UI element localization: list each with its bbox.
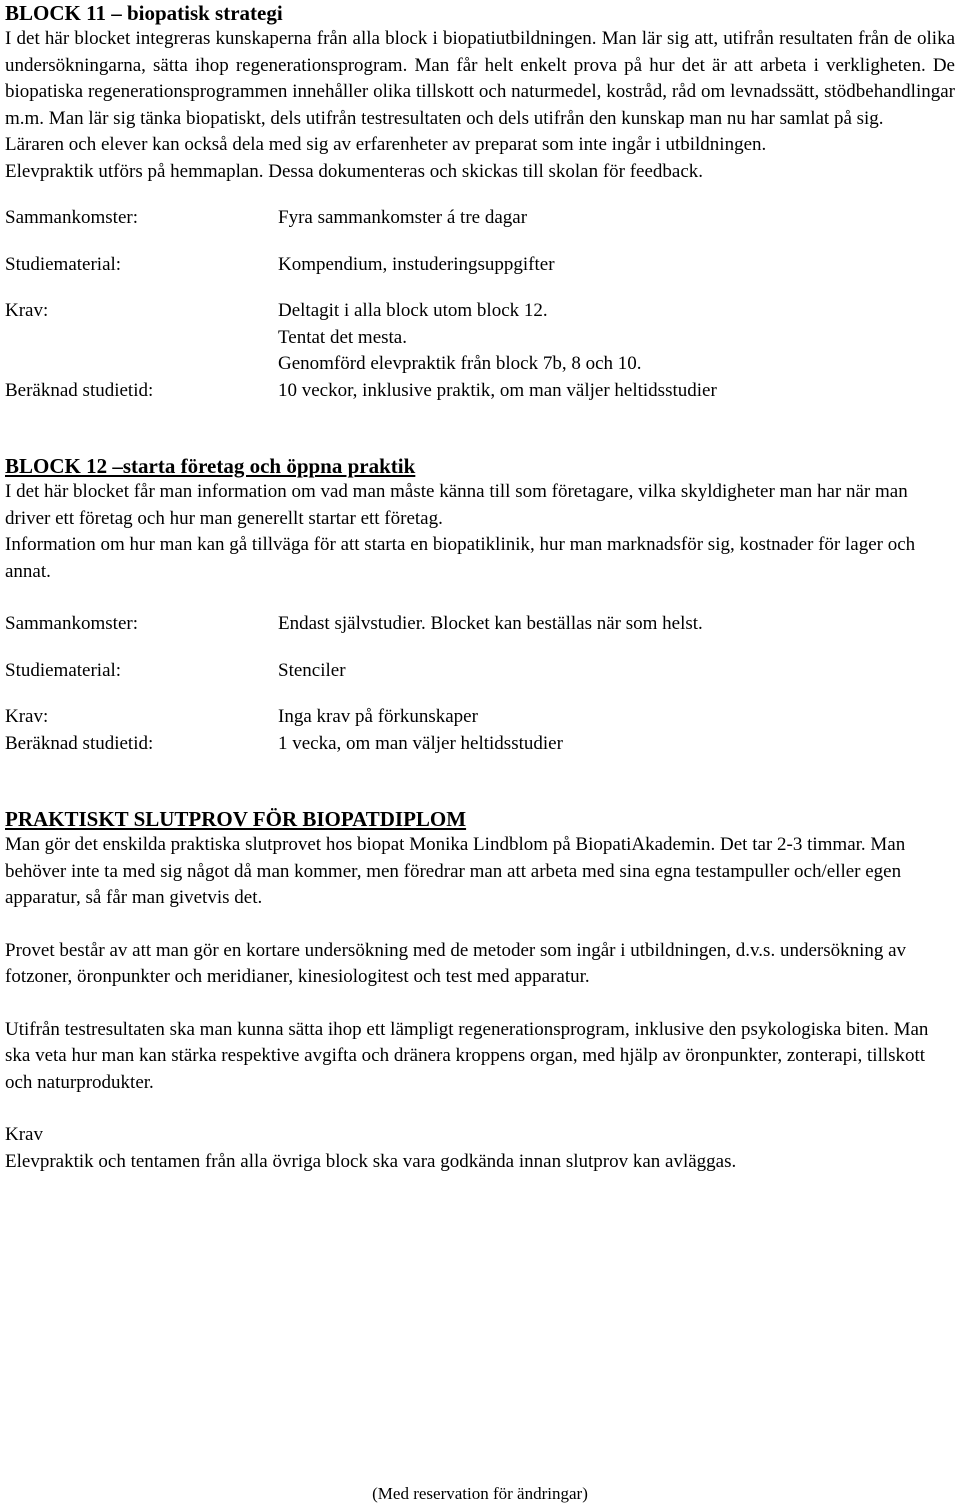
krav-line-1: Deltagit i alla block utom block 12.	[278, 300, 548, 321]
block-12-para-2: Information om hur man kan gå tillväga för att starta en biopatiklinik, hur man marknadsför sig, kostnader för lager och annat.	[5, 534, 916, 582]
studietid-label: Beräknad studietid:	[5, 732, 154, 754]
studietid-value: 1 vecka, om man väljer heltidsstudier	[278, 732, 563, 754]
block-11-section	[5, 0, 955, 404]
studietid-value: 10 veckor, inklusive praktik, om man väljer heltidsstudier	[278, 379, 717, 401]
block-11-studiematerial-row	[5, 252, 955, 279]
slutprov-para-3: Utifrån testresultaten ska man kunna sätta ihop ett lämpligt regenerationsprogram, inklusive den psykologiska biten. Man ska veta hur man kan stärka respektive avgifta och dränera kroppens organ, med hjälp av öronpunkter, zonterapi, tillskott och naturprodukter.	[5, 1018, 929, 1093]
sammankomster-label: Sammankomster:	[5, 613, 138, 634]
block-12-para-1: I det här blocket får man information om vad man måste känna till som företagare, vilka skyldigheter man har när man driver ett företag och hur man generellt startar ett företag.	[5, 481, 908, 529]
slutprov-krav-label: Krav	[5, 1124, 43, 1145]
studietid-label: Beräknad studietid:	[5, 379, 154, 401]
document-page	[5, 0, 955, 1175]
block-12-krav-row	[5, 704, 955, 731]
block-11-intro: I det här blocket integreras kunskaperna från alla block i biopatiutbildningen. Man lär sig att, utifrån resultaten från de olika undersökningarna, sätta ihop regenerationsprogram. Man får helt enkelt prova på hur det är att arbeta i verkligheten. De biopatiska regenerationsprogrammen innehåller olika tillskott och naturmedel, kostråd, råd om levnadssätt, stödbehandlingar m.m. Man lär sig tänka biopatiskt, dels utifrån testresultaten och dels utifrån den kunskap man nu har samlat på sig.	[5, 28, 955, 129]
footer-note: (Med reservation för ändringar)	[372, 1484, 588, 1503]
studiematerial-label: Studiematerial:	[5, 659, 122, 681]
studiematerial-value: Kompendium, instuderingsuppgifter	[278, 253, 555, 275]
krav-label: Krav:	[5, 300, 49, 321]
studiematerial-value: Stenciler	[278, 659, 346, 681]
block-12-section	[5, 453, 955, 757]
krav-value: Inga krav på förkunskaper	[278, 706, 478, 727]
slutprov-title: PRAKTISKT SLUTPROV FÖR BIOPATDIPLOM	[5, 807, 467, 831]
block-12-studietid-row	[5, 731, 955, 758]
sammankomster-label: Sammankomster:	[5, 207, 138, 228]
krav-line-2: Tentat det mesta.	[278, 326, 407, 348]
slutprov-para-2: Provet består av att man gör en kortare undersökning med de metoder som ingår i utbildningen, d.v.s. undersökning av fotzoner, öronpunkter och meridianer, kinesiologitest och test med apparatur.	[5, 939, 907, 987]
block-11-intro-line2: Läraren och elever kan också dela med sig av erfarenheter av preparat som inte ingår i utbildningen.	[5, 134, 767, 155]
block-12-sammankomster-row	[5, 611, 955, 638]
krav-value	[278, 298, 955, 378]
block-12-title: BLOCK 12 –starta företag och öppna praktik	[5, 454, 416, 478]
slutprov-section	[5, 806, 955, 1175]
sammankomster-value: Fyra sammankomster á tre dagar	[278, 207, 528, 228]
slutprov-krav-text: Elevpraktik och tentamen från alla övriga block ska vara godkända innan slutprov kan avläggas.	[5, 1150, 737, 1172]
krav-line-3: Genomförd elevpraktik från block 7b, 8 och 10.	[278, 353, 642, 374]
studiematerial-label: Studiematerial:	[5, 253, 122, 275]
block-12-studiematerial-row	[5, 658, 955, 685]
sammankomster-value: Endast självstudier. Blocket kan beställas när som helst.	[278, 613, 703, 634]
block-11-title: BLOCK 11 – biopatisk strategi	[5, 1, 283, 25]
krav-label: Krav:	[5, 706, 49, 727]
block-11-sammankomster-row	[5, 205, 955, 232]
block-11-intro-line3: Elevpraktik utförs på hemmaplan. Dessa dokumenteras och skickas till skolan för feedback.	[5, 160, 704, 182]
block-11-studietid-row	[5, 378, 955, 405]
block-11-krav-row	[5, 298, 955, 378]
slutprov-para-1: Man gör det enskilda praktiska slutprovet hos biopat Monika Lindblom på BiopatiAkademin. Det tar 2-3 timmar. Man behöver inte ta med sig något då man kommer, men föredrar man att arbeta med sina egna testampuller och/eller egen apparatur, så får man givetvis det.	[5, 834, 906, 908]
